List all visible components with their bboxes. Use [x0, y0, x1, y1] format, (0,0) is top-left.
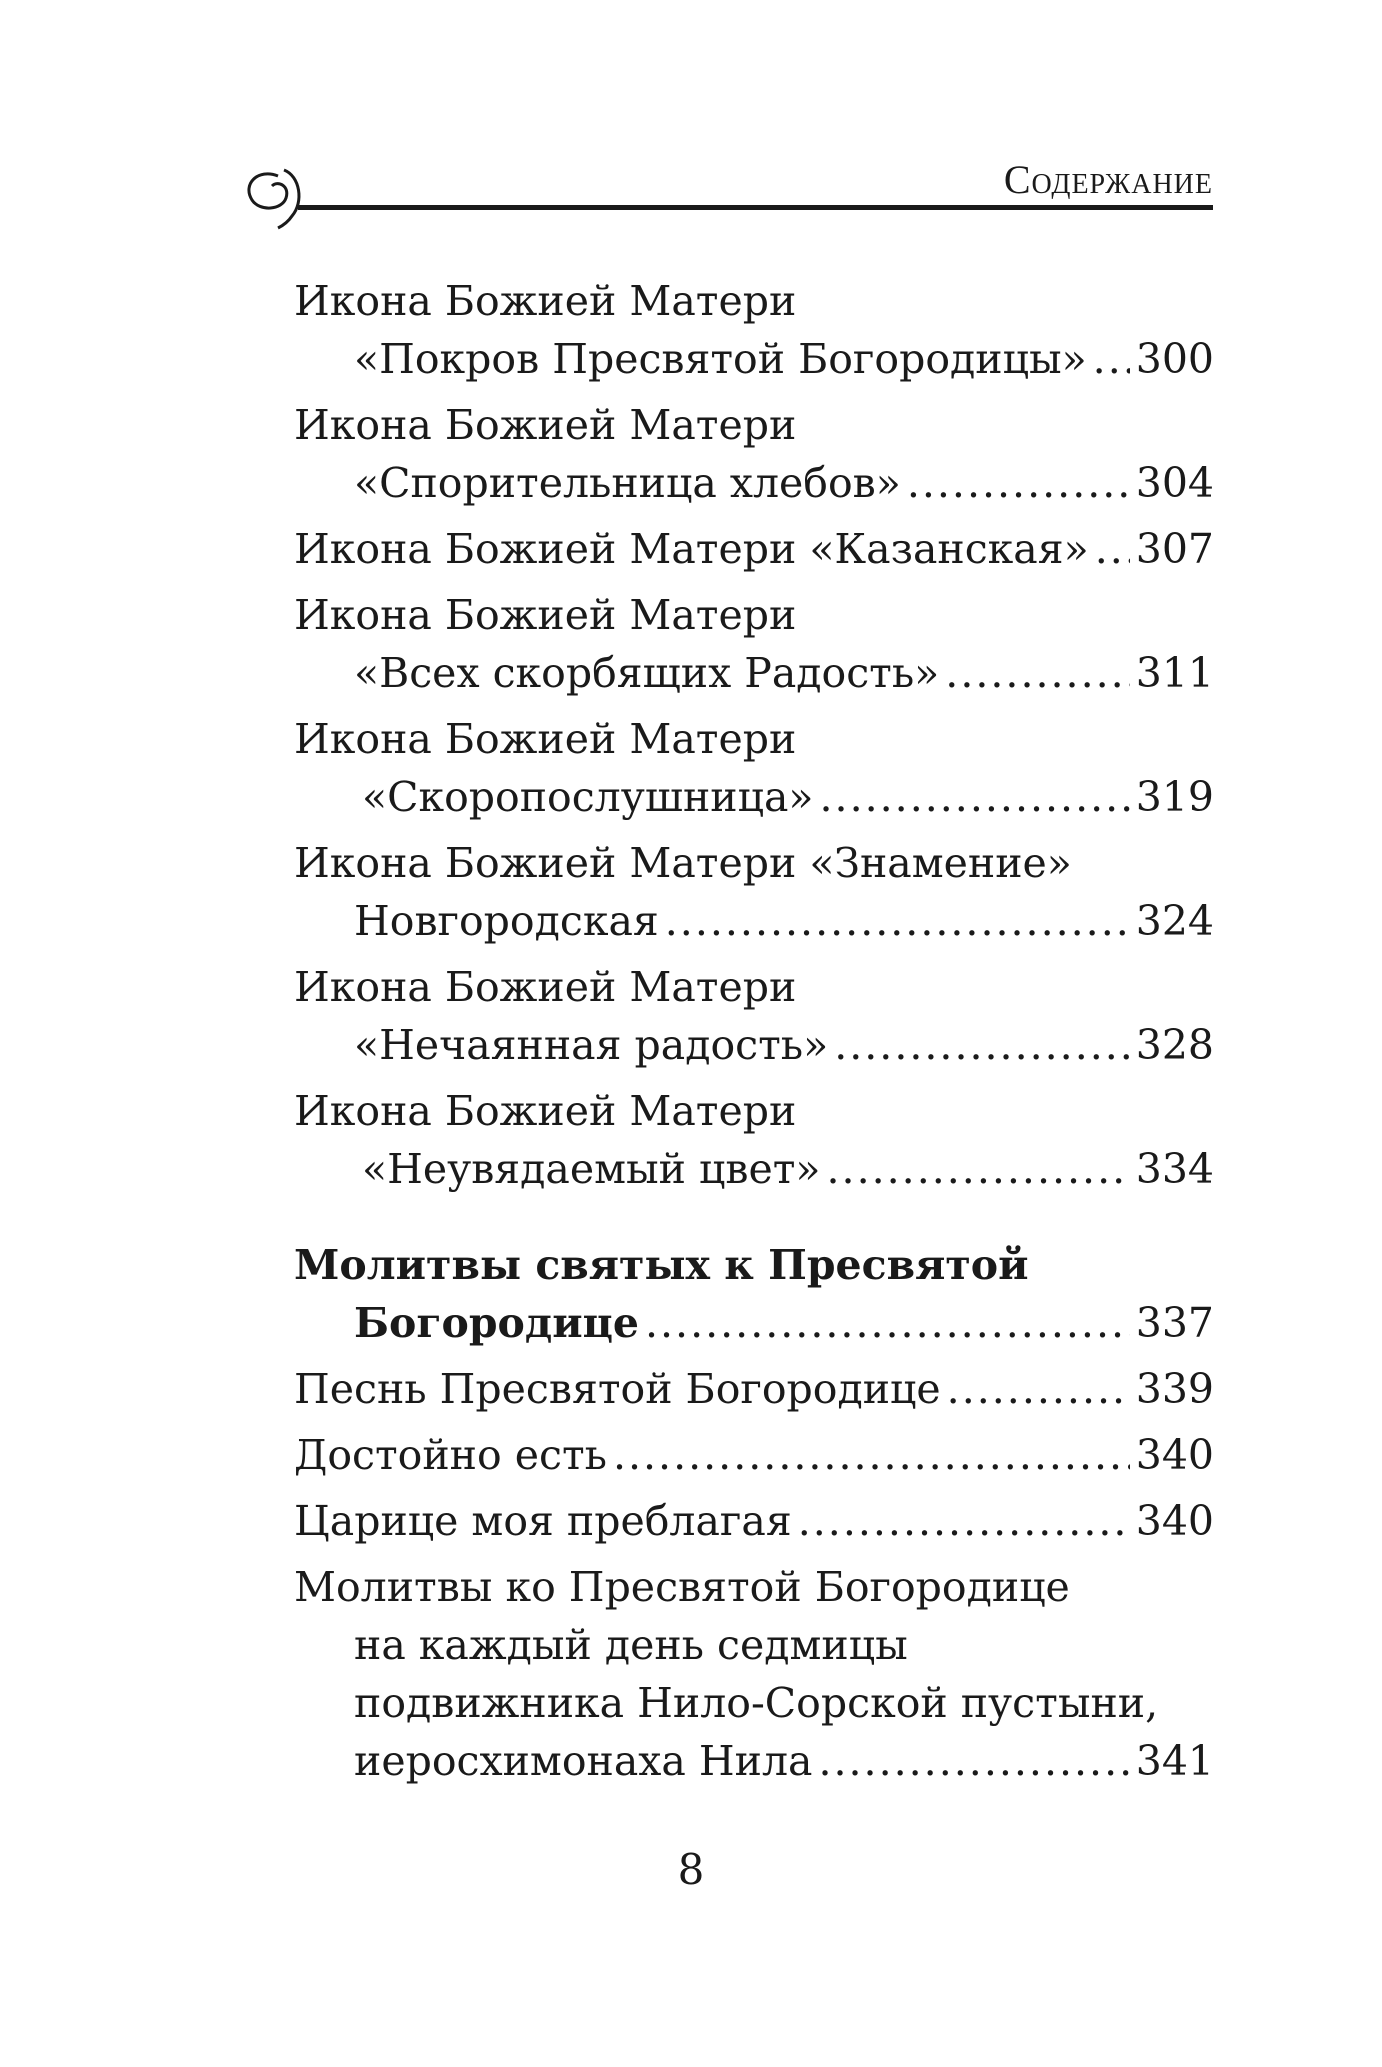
toc-entry-title: Икона Божией Матери	[294, 591, 797, 639]
section-title: Молитвы святых к Пресвятой	[294, 1241, 1029, 1289]
running-header	[238, 150, 1213, 230]
leader-dots	[1095, 520, 1130, 578]
toc-entry-subtitle: иеросхимонаха Нила	[354, 1737, 813, 1785]
header-rule	[298, 205, 1213, 210]
toc-entry-subtitle: подвижника Нило-Сорской пустыни,	[354, 1679, 1159, 1727]
toc-section-heading[interactable]	[294, 1236, 1214, 1352]
toc-entry-subtitle: «Скоропослушница»	[362, 773, 814, 821]
toc-entry-title: Икона Божией Матери «Знамение»	[294, 839, 1072, 887]
toc-entry-title: Икона Божией Матери	[294, 277, 797, 325]
table-of-contents	[294, 272, 1214, 1798]
toc-entry[interactable]	[294, 396, 1214, 512]
leader-dots	[798, 1492, 1130, 1550]
toc-entry[interactable]	[294, 1082, 1214, 1198]
toc-entry-title: Песнь Пресвятой Богородице	[294, 1365, 941, 1413]
header-title: Содержание	[1003, 157, 1213, 202]
toc-entry-title: Икона Божией Матери	[294, 963, 797, 1011]
ornament-icon	[238, 154, 318, 234]
leader-dots	[907, 454, 1130, 512]
toc-entry-title: Икона Божией Матери	[294, 401, 797, 449]
toc-page-number: 334	[1135, 1145, 1214, 1193]
toc-entry-title: Царице моя преблагая	[294, 1497, 792, 1545]
toc-page-number: 304	[1135, 459, 1214, 507]
toc-page-number: 337	[1135, 1299, 1214, 1347]
toc-page-number: 339	[1135, 1365, 1214, 1413]
toc-page-number: 341	[1135, 1737, 1214, 1785]
toc-page-number: 300	[1135, 335, 1214, 383]
toc-page-number: 311	[1135, 649, 1214, 697]
leader-dots	[827, 1140, 1130, 1198]
toc-entry-title: Икона Божией Матери «Казанская»	[294, 525, 1089, 573]
toc-entry[interactable]	[294, 834, 1214, 950]
toc-entry-subtitle: «Всех скорбящих Радость»	[354, 649, 940, 697]
leader-dots	[820, 768, 1130, 826]
leader-dots	[834, 1016, 1130, 1074]
toc-entry-subtitle: «Неувядаемый цвет»	[362, 1145, 821, 1193]
toc-entry[interactable]	[294, 958, 1214, 1074]
toc-page-number: 307	[1135, 525, 1214, 573]
section-subtitle: Богородице	[354, 1299, 639, 1347]
toc-entry-title: Достойно есть	[294, 1431, 607, 1479]
toc-entry-subtitle: «Покров Пресвятой Богородицы»	[354, 335, 1087, 383]
page-number: 8	[677, 1845, 705, 1894]
toc-page-number: 340	[1135, 1497, 1214, 1545]
toc-page-number: 328	[1135, 1021, 1214, 1069]
toc-entry-subtitle: на каждый день седмицы	[354, 1621, 908, 1669]
toc-page-number: 319	[1135, 773, 1214, 821]
leader-dots	[665, 892, 1130, 950]
toc-entry-subtitle: Новгородская	[354, 897, 659, 945]
toc-entry[interactable]	[294, 586, 1214, 702]
toc-entry-title: Икона Божией Матери	[294, 1087, 797, 1135]
toc-entry-title: Молитвы ко Пресвятой Богородице	[294, 1563, 1070, 1611]
toc-page-number: 340	[1135, 1431, 1214, 1479]
toc-entry[interactable]	[294, 1426, 1214, 1484]
leader-dots	[818, 1732, 1129, 1790]
toc-entry[interactable]	[294, 1492, 1214, 1550]
leader-dots	[947, 1360, 1130, 1418]
toc-entry[interactable]	[294, 520, 1214, 578]
toc-entry-subtitle: «Спорительница хлебов»	[354, 459, 901, 507]
leader-dots	[613, 1426, 1130, 1484]
toc-entry[interactable]	[294, 710, 1214, 826]
leader-dots	[1093, 330, 1130, 388]
toc-entry[interactable]	[294, 1360, 1214, 1418]
leader-dots	[945, 644, 1129, 702]
toc-entry[interactable]	[294, 272, 1214, 388]
toc-page-number: 324	[1135, 897, 1214, 945]
toc-entry[interactable]	[294, 1558, 1214, 1790]
toc-entry-title: Икона Божией Матери	[294, 715, 797, 763]
toc-entry-subtitle: «Нечаянная радость»	[354, 1021, 829, 1069]
leader-dots	[645, 1294, 1130, 1352]
